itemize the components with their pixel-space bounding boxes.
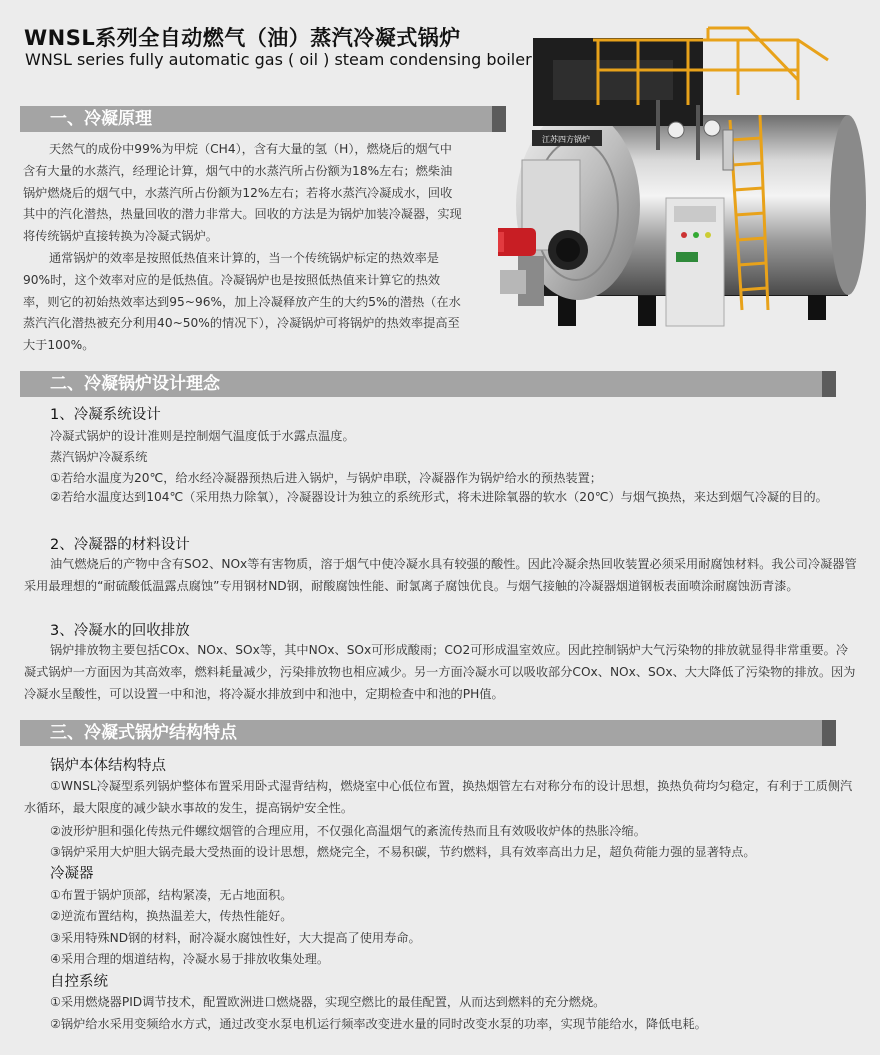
list-item: ①若给水温度为20℃，给水经冷凝器预热后进入锅炉，与锅炉串联，冷凝器作为锅炉给水的预热装置； bbox=[50, 471, 602, 485]
subheading-condenser: 冷凝器 bbox=[50, 866, 94, 882]
list-item: ②逆流布置结构，换热温差大，传热性能好。 bbox=[50, 909, 293, 923]
list-item: ③锅炉采用大炉胆大锅壳最大受热面的设计思想，燃烧完全，不易积碳，节约燃料，具有效率高出力足，超负荷能力强的显著特点。 bbox=[50, 845, 756, 859]
brand-plate: 江苏四方锅炉 bbox=[542, 135, 590, 144]
text-line: 冷凝式锅炉的设计准则是控制烟气温度低于水露点温度。 bbox=[50, 429, 355, 443]
section-heading-3: 三、冷凝式锅炉结构特点 bbox=[20, 720, 822, 746]
text-line: 蒸汽锅炉冷凝系统 bbox=[50, 450, 148, 464]
subheading-condensing-system: 1、冷凝系统设计 bbox=[50, 407, 161, 423]
section-heading-2: 二、冷凝锅炉设计理念 bbox=[20, 371, 822, 397]
list-item: ④采用合理的烟道结构，冷凝水易于排放收集处理。 bbox=[50, 952, 330, 966]
section1-paragraph-1: 天然气的成份中99%为甲烷（CH4），含有大量的氢（H），燃烧后的烟气中含有大量的水蒸汽，经理论计算，烟气中的水蒸汽所占份额为18%左右；燃柴油锅炉燃烧后的烟气中，水蒸汽所占份额为12%左右；若将水蒸汽冷凝成水，回收其中的汽化潜热，热量回收的潜力非常大。回收的方法是为锅炉加装冷凝器，实现将传统锅炉直接转换为冷凝式锅炉。 bbox=[23, 142, 462, 244]
section2-material-text: 油气燃烧后的产物中含有SO2、NOx等有害物质，溶于烟气中使冷凝水具有较强的酸性。因此冷凝余热回收装置必须采用耐腐蚀材料。我公司冷凝器管采用最理想的“耐硫酸低温露点腐蚀”专用钢材ND钢，耐酸腐蚀性能、耐氯离子腐蚀优良。与烟气接触的冷凝器烟道钢板表面喷涂耐腐蚀沥青漆。 bbox=[24, 557, 857, 593]
section-heading-1: 一、冷凝原理 bbox=[20, 106, 492, 132]
list-item: ①WNSL冷凝型系列锅炉整体布置采用卧式湿背结构，燃烧室中心低位布置，换热烟管左右对称分布的设计思想，换热负荷均匀稳定，有利于工质侧汽水循环，最大限度的减少缺水事故的发生，提高锅炉安全性。 bbox=[24, 779, 853, 815]
page-title: WNSL系列全自动燃气（油）蒸汽冷凝式锅炉 bbox=[24, 26, 461, 50]
list-item: ①布置于锅炉顶部，结构紧凑，无占地面积。 bbox=[50, 888, 293, 902]
subheading-condensate-discharge: 3、冷凝水的回收排放 bbox=[50, 623, 190, 639]
control-cabinet bbox=[666, 198, 724, 326]
list-item: ②锅炉给水采用变频给水方式，通过改变水泵电机运行频率改变进水量的同时改变水泵的功率，实现节能给水，降低电耗。 bbox=[50, 1017, 707, 1031]
list-item: ①采用燃烧器PID调节技术，配置欧洲进口燃烧器，实现空燃比的最佳配置，从而达到燃料的充分燃烧。 bbox=[50, 995, 606, 1009]
list-item: ②波形炉胆和强化传热元件螺纹烟管的合理应用，不仅强化高温烟气的紊流传热而且有效吸收炉体的热胀冷缩。 bbox=[50, 824, 646, 838]
section2-discharge-text: 锅炉排放物主要包括COx、NOx、SOx等，其中NOx、SOx可形成酸雨；CO2可形成温室效应。因此控制锅炉大气污染物的排放就显得非常重要。冷凝式锅炉一方面因为其高效率，燃料耗量减少，污染排放物也相应减少。另一方面冷凝水可以吸收部分COx、NOx、SOx、大大降低了污染物的排放。因为冷凝水呈酸性，可以设置一中和池，将冷凝水排放到中和池中，定期检查中和池的PH值。 bbox=[24, 643, 856, 701]
page-subtitle-english: WNSL series fully automatic gas ( oil ) steam condensing boiler bbox=[25, 50, 532, 69]
subheading-boiler-body: 锅炉本体结构特点 bbox=[50, 758, 166, 774]
list-item: ②若给水温度达到104℃（采用热力除氧），冷凝器设计为独立的系统形式，将未进除氧器的软水（20℃）与烟气换热，来达到烟气冷凝的目的。 bbox=[50, 490, 828, 504]
boiler-product-image bbox=[498, 20, 868, 340]
section1-paragraph-2: 通常锅炉的效率是按照低热值来计算的，当一个传统锅炉标定的热效率是90%时，这个效率对应的是低热值。冷凝锅炉也是按照低热值来计算它的热效率，则它的初始热效率达到95~96%，加上冷凝释放产生的大约5%的潜热（在水蒸汽汽化潜热被充分利用40~50%的情况下），冷凝锅炉可将锅炉的热效率提高至大于100%。 bbox=[23, 251, 461, 353]
subheading-material-design: 2、冷凝器的材料设计 bbox=[50, 537, 190, 553]
subheading-control-system: 自控系统 bbox=[50, 974, 108, 990]
list-item: ③采用特殊ND钢的材料，耐冷凝水腐蚀性好，大大提高了使用寿命。 bbox=[50, 931, 421, 945]
